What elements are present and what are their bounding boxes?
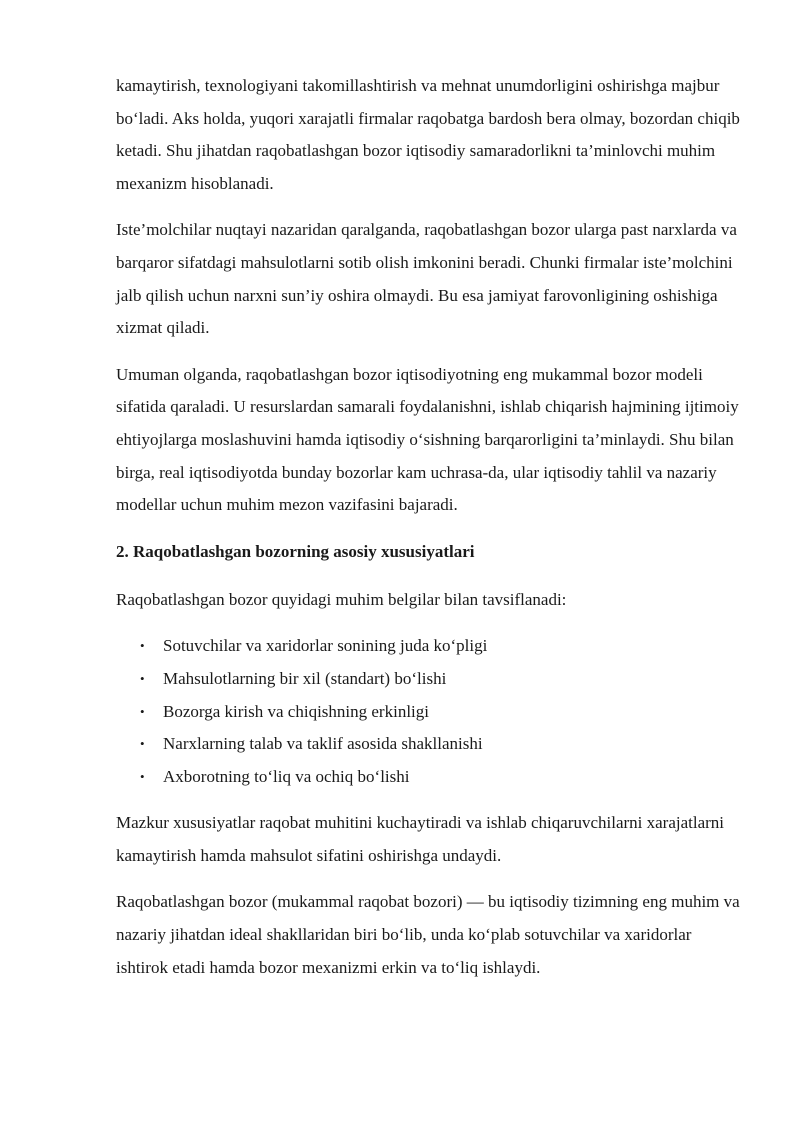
bullet-icon: • xyxy=(140,670,145,686)
list-item xyxy=(116,728,746,761)
paragraph-consumers: Iste’molchilar nuqtayi nazaridan qaralganda, raqobatlashgan bozor ularga past narxlarda va barqaror sifatdagi mahsulotlarni sotib olish imkonini beradi. Chunki firmalar iste’molchini jalb qilish uchun narxni sun’iy oshira olmaydi. Bu esa jamiyat farovonligining oshishiga xizmat qiladi. xyxy=(116,220,737,338)
features-list xyxy=(116,630,746,793)
list-item-text: Bozorga kirish va chiqishning erkinligi xyxy=(163,701,429,721)
list-item-text: Sotuvchilar va xaridorlar sonining juda ko‘pligi xyxy=(163,636,488,656)
list-intro: Raqobatlashgan bozor quyidagi muhim belgilar bilan tavsiflanadi: xyxy=(116,589,567,609)
list-item-text: Narxlarning talab va taklif asosida shakllanishi xyxy=(163,734,483,754)
paragraph-effects: Mazkur xususiyatlar raqobat muhitini kuchaytiradi va ishlab chiqaruvchilarni xarajatlarni kamaytirish hamda mahsulot sifatini oshirishga undaydi. xyxy=(116,813,725,865)
list-item-text: Mahsulotlarning bir xil (standart) bo‘lishi xyxy=(163,668,447,688)
bullet-icon: • xyxy=(140,736,145,752)
list-item xyxy=(116,761,746,794)
list-item-text: Axborotning to‘liq va ochiq bo‘lishi xyxy=(163,766,410,786)
bullet-icon: • xyxy=(140,638,145,654)
paragraph-summary: Umuman olganda, raqobatlashgan bozor iqtisodiyotning eng mukammal bozor modeli sifatida qaraladi. U resurslardan samarali foydalanishni, ishlab chiqarish hajmining ijtimoiy ehtiyojlarga moslashuvini hamda iqtisodiy o‘sishning barqarorligini ta’minlaydi. Shu bilan birga, real iqtisodiyotda bunday bozorlar kam uchrasa-da, ular iqtisodiy tahlil va nazariy modellar uchun muhim mezon vazifasini bajaradi. xyxy=(116,364,739,515)
list-item xyxy=(116,663,746,696)
list-item xyxy=(116,630,746,663)
bullet-icon: • xyxy=(140,703,145,719)
list-item xyxy=(116,696,746,729)
bullet-icon: • xyxy=(140,768,145,784)
paragraph-continuation: kamaytirish, texnologiyani takomillashtirish va mehnat unumdorligini oshirishga majbur bo‘ladi. Aks holda, yuqori xarajatli firmalar raqobatga bardosh bera olmay, bozordan chiqib ketadi. Shu jihatdan raqobatlashgan bozor iqtisodiy samaradorlikni ta’minlovchi muhim mexanizm hisoblanadi. xyxy=(116,76,740,193)
section-heading: 2. Raqobatlashgan bozorning asosiy xususiyatlari xyxy=(116,541,475,561)
document-page xyxy=(116,70,746,998)
paragraph-definition: Raqobatlashgan bozor (mukammal raqobat bozori) — bu iqtisodiy tizimning eng muhim va nazariy jihatdan ideal shakllaridan biri bo‘lib, unda ko‘plab sotuvchilar va xaridorlar ishtirok etadi hamda bozor mexanizmi erkin va to‘liq ishlaydi. xyxy=(116,892,740,977)
